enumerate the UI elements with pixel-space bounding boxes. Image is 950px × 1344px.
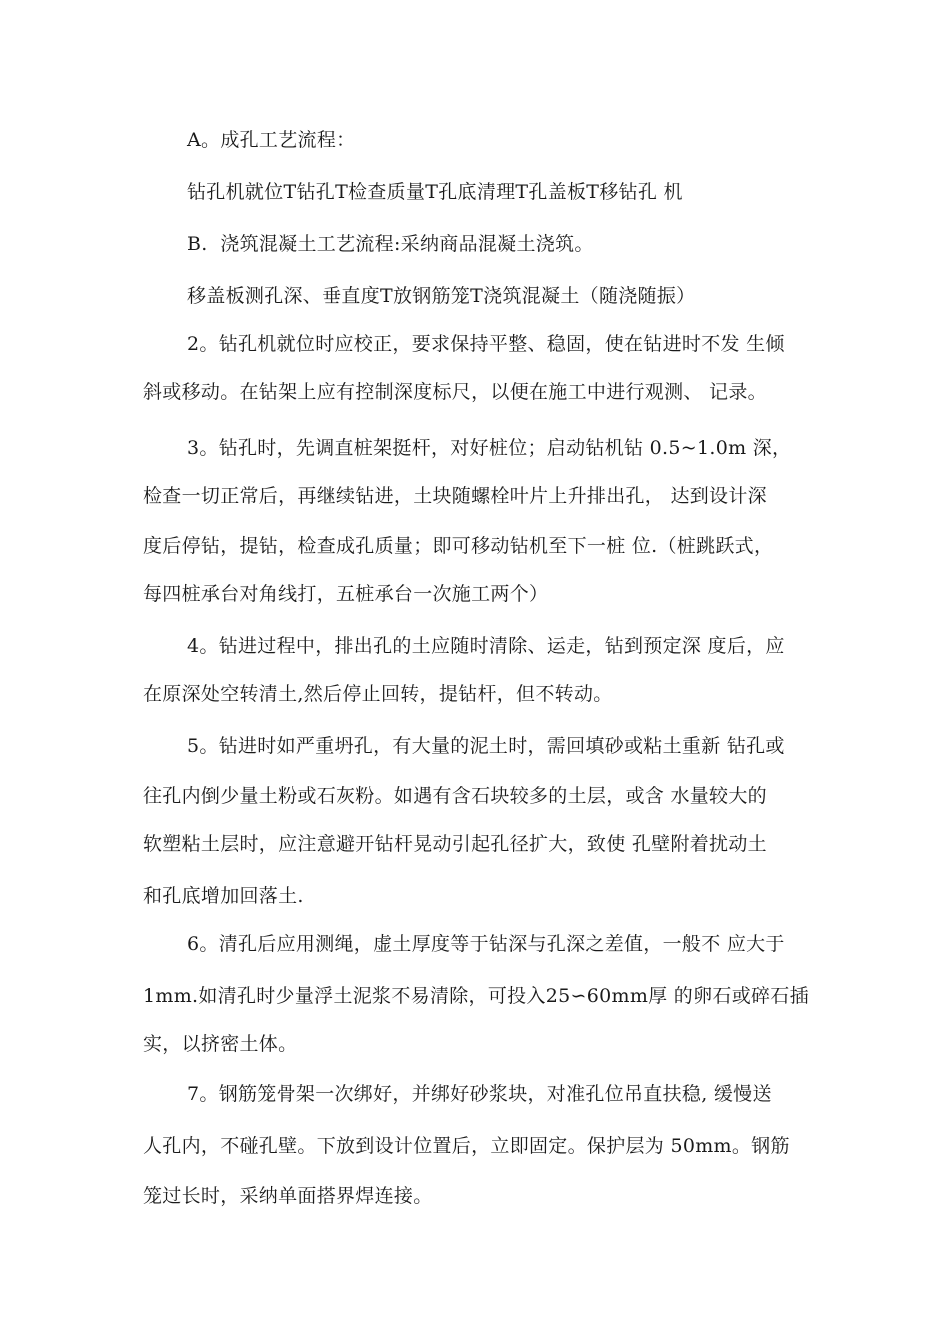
text-line-item5-2: 往孔内倒少量土粉或石灰粉。如遇有含石块较多的土层，或含 水量较大的 xyxy=(143,785,767,807)
text-line-item5-1: 5。钻进时如严重坍孔，有大量的泥土时，需回填砂或粘土重新 钻孔或 xyxy=(187,735,785,757)
text-line-item6-3: 实，以挤密土体。 xyxy=(143,1033,298,1055)
text-line-item6-1: 6。清孔后应用测绳，虚土厚度等于钻深与孔深之差值，一般不 应大于 xyxy=(187,933,785,955)
text-line-b-heading: B. 浇筑混凝土工艺流程:采纳商品混凝土浇筑。 xyxy=(187,233,594,255)
text-line-b-flow: 移盖板测孔深、垂直度T放钢筋笼T浇筑混凝土（随浇随振） xyxy=(187,285,696,307)
text-line-item3-4: 每四桩承台对角线打，五桩承台一次施工两个） xyxy=(143,583,549,605)
text-line-a-heading: A。成孔工艺流程： xyxy=(187,129,356,151)
text-line-item6-2: 1mm.如清孔时少量浮土泥浆不易清除，可投入25∽60mm厚 的卵石或碎石插 xyxy=(143,985,809,1007)
text-line-item3-1: 3。钻孔时，先调直桩架挺杆，对好桩位；启动钻机钻 0.5~1.0m 深， xyxy=(187,437,792,459)
text-line-item7-3: 笼过长时，采纳单面搭界焊连接。 xyxy=(143,1185,433,1207)
text-line-item2-2: 斜或移动。在钻架上应有控制深度标尺，以便在施工中进行观测、 记录。 xyxy=(143,381,767,403)
text-line-item5-4: 和孔底增加回落土. xyxy=(143,885,304,907)
text-line-a-flow: 钻孔机就位T钻孔T检查质量T孔底清理T孔盖板T移钻孔 机 xyxy=(187,181,683,203)
text-line-item7-1: 7。钢筋笼骨架一次绑好，并绑好砂浆块，对准孔位吊直扶稳, 缓慢送 xyxy=(187,1083,772,1105)
text-line-item7-2: 人孔内，不碰孔壁。下放到设计位置后，立即固定。保护层为 50mm。钢筋 xyxy=(143,1135,790,1157)
text-line-item3-3: 度后停钻，提钻，检查成孔质量；即可移动钻机至下一桩 位.（桩跳跃式， xyxy=(143,535,774,557)
text-line-item3-2: 检查一切正常后，再继续钻进，土块随螺栓叶片上升排出孔， 达到设计深 xyxy=(143,485,767,507)
text-line-item4-2: 在原深处空转清土,然后停止回转，提钻杆，但不转动。 xyxy=(143,683,613,705)
text-line-item5-3: 软塑粘土层时，应注意避开钻杆晃动引起孔径扩大，致使 孔壁附着扰动土 xyxy=(143,833,767,855)
text-line-item4-1: 4。钻进过程中，排出孔的土应随时清除、运走，钻到预定深 度后，应 xyxy=(187,635,785,657)
text-line-item2-1: 2。钻孔机就位时应校正，要求保持平整、稳固，使在钻进时不发 生倾 xyxy=(187,333,785,355)
